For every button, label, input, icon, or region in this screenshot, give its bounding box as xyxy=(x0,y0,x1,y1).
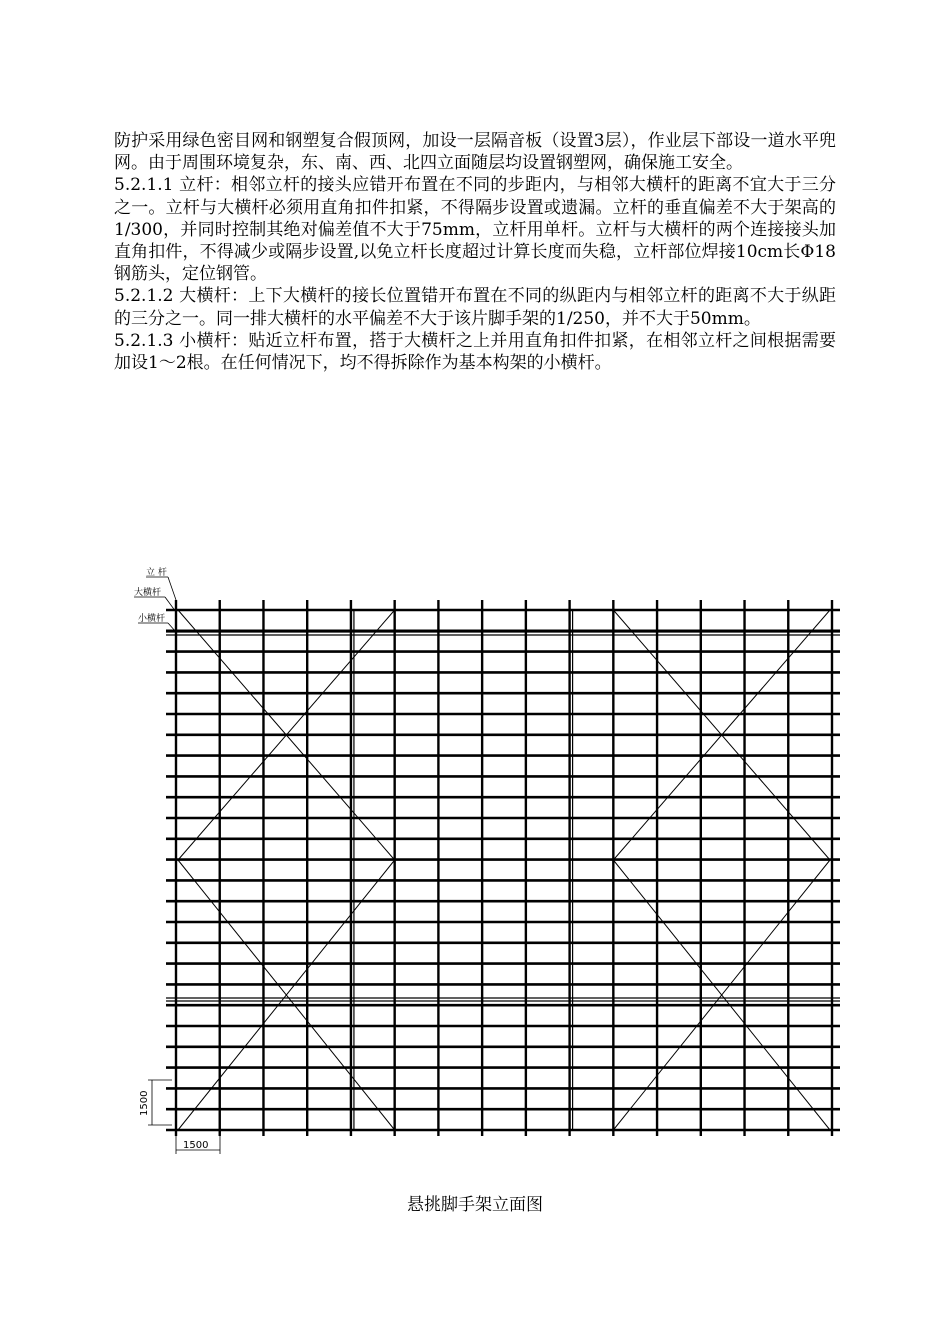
body-text xyxy=(114,130,836,374)
leader-upright xyxy=(168,577,176,600)
label-upright: 立 杆 xyxy=(146,568,167,578)
paragraph-upright-rules: 5.2.1.1 立杆：相邻立杆的接头应错开布置在不同的步距内，与相邻大横杆的距离不宜大于三分之一。立杆与大横杆必须用直角扣件扣紧，不得隔步设置或遗漏。立杆的垂直偏差不大于架高的1/300，并同时控制其绝对偏差值不大于75mm，立杆用单杆。立杆与大横杆的两个连接接头加直角扣件，不得减少或隔步设置,以免立杆长度超过计算长度而失稳，立杆部位焊接10cm长Φ18钢筋头，定位钢管。 xyxy=(114,175,836,285)
label-transom: 小横杆 xyxy=(138,614,166,624)
scaffold-elevation-drawing xyxy=(110,560,850,1160)
paragraph-intro: 防护采用绿色密目网和钢塑复合假顶网，加设一层隔音板（设置3层），作业层下部设一道水平兜网。由于周围环境复杂，东、南、西、北四立面随层均设置钢塑网，确保施工安全。 xyxy=(114,131,836,174)
paragraph-ledger-rules: 5.2.1.2 大横杆：上下大横杆的接长位置错开布置在不同的纵距内与相邻立杆的距离不大于纵距的三分之一。同一排大横杆的水平偏差不大于该片脚手架的1/250，并不大于50mm。 xyxy=(114,286,836,329)
dim-horizontal-label: 1500 xyxy=(183,1140,209,1151)
figure-caption: 悬挑脚手架立面图 xyxy=(407,1195,543,1215)
paragraph-transom-rules: 5.2.1.3 小横杆：贴近立杆布置，搭于大横杆之上并用直角扣件扣紧，在相邻立杆之间根据需要加设1～2根。在任何情况下，均不得拆除作为基本构架的小横杆。 xyxy=(114,330,836,374)
scaffold-grid xyxy=(166,600,840,1136)
label-ledger: 大横杆 xyxy=(134,588,162,598)
dim-vertical-label: 1500 xyxy=(139,1090,150,1116)
scaffold-svg xyxy=(110,560,850,1160)
